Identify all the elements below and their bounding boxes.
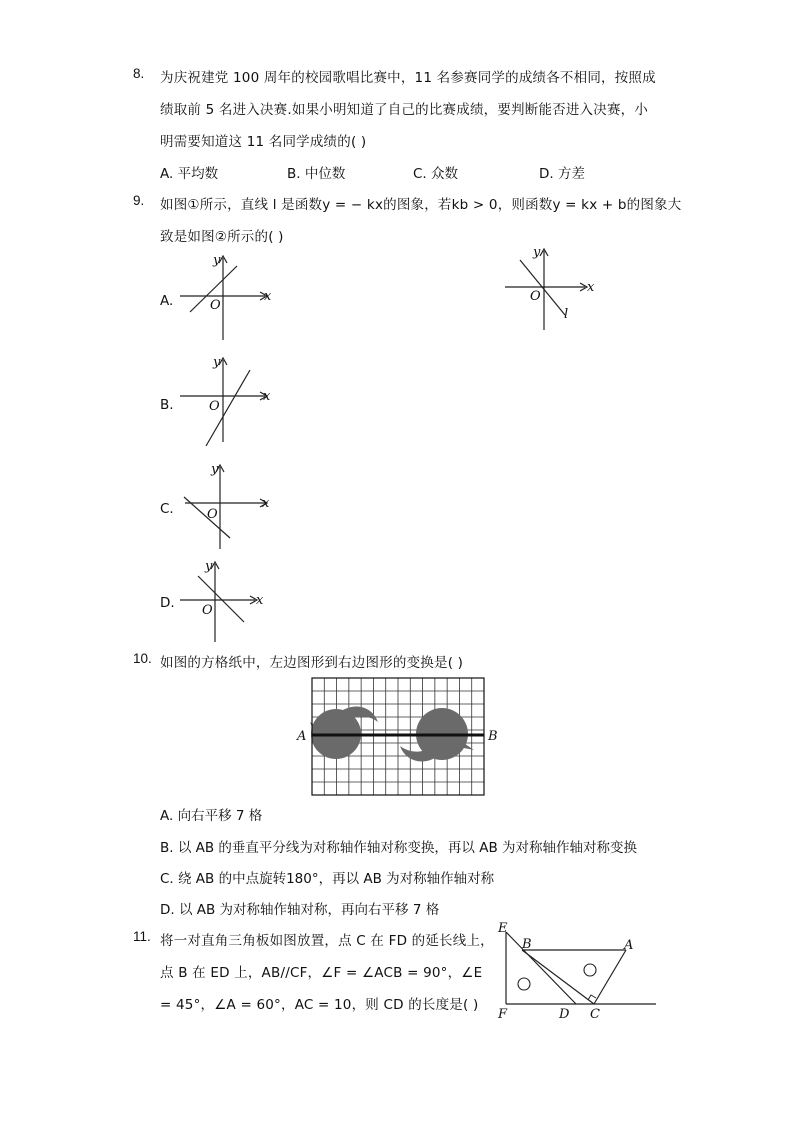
q8-number: 8. [133,66,145,81]
q10-option-d[interactable]: D. 以 AB 为对称轴作轴对称，再向右平移 7 格 [160,902,440,918]
q9-a-origin-label: O [210,298,221,313]
q9-b-x-label: x [263,389,271,404]
q9-a-x-label: x [264,289,272,304]
q11-point-e-label: E [498,921,508,936]
q9-d-x-label: x [256,593,264,608]
q11-number: 11. [133,929,151,944]
q11-triangle-figure [494,922,664,1022]
q10-point-a-label: A [297,729,307,744]
q9-option-b[interactable]: B. [160,397,174,413]
q9-d-origin-label: O [202,603,213,618]
q8-text-line2: 绩取前 5 名进入决赛.如果小明知道了自己的比赛成绩，要判断能否进入决赛，小 [160,102,649,118]
q10-option-a[interactable]: A. 向右平移 7 格 [160,808,263,824]
q9-figure-1 [500,245,600,335]
q9-c-y-label: y [211,462,219,477]
q10-left-shape [310,707,378,759]
q10-number: 10. [133,651,152,666]
q9-number: 9. [133,193,145,208]
q11-text-line3: = 45°，∠A = 60°，AC = 10，则 CD 的长度是( ) [160,997,479,1013]
q10-option-c[interactable]: C. 绕 AB 的中点旋转180°，再以 AB 为对称轴作轴对称 [160,871,495,887]
q9-option-a-graph [180,252,280,344]
q8-text-line3: 明需要知道这 11 名同学成绩的( ) [160,134,367,150]
q11-text-line2: 点 B 在 ED 上，AB//CF，∠F = ∠ACB = 90°，∠E [160,965,483,981]
q9-b-y-label: y [213,355,221,370]
q9-fig1-y-label: y [533,245,541,260]
q11-point-b-label: B [522,937,532,952]
q9-option-c[interactable]: C. [160,501,174,517]
q9-option-d-graph [180,556,280,646]
q8-option-d[interactable]: D. 方差 [539,166,585,182]
q9-fig1-line-label: l [564,307,569,322]
q8-option-c[interactable]: C. 众数 [413,166,459,182]
q10-point-b-label: B [488,729,498,744]
q9-option-b-graph [180,354,280,446]
q9-option-d[interactable]: D. [160,595,175,611]
q8-option-b[interactable]: B. 中位数 [287,166,346,182]
q9-c-x-label: x [262,496,270,511]
q11-text-line1: 将一对直角三角板如图放置，点 C 在 FD 的延长线上， [160,933,494,949]
q10-grid-figure [296,676,501,798]
q8-option-a[interactable]: A. 平均数 [160,166,219,182]
q9-text-line1: 如图①所示，直线 l 是函数y = − kx的图象，若kb > 0，则函数y = kx + b的图象大 [160,197,682,213]
q11-point-f-label: F [498,1007,508,1022]
q11-point-d-label: D [559,1007,570,1022]
q9-d-y-label: y [205,559,213,574]
q9-fig1-origin-label: O [530,289,541,304]
q9-option-c-graph [180,461,280,553]
q9-c-origin-label: O [207,507,218,522]
q9-a-y-label: y [213,253,221,268]
q10-option-b[interactable]: B. 以 AB 的垂直平分线为对称轴作轴对称变换，再以 AB 为对称轴作轴对称变换 [160,840,638,856]
q11-point-a-label: A [624,938,634,953]
q9-b-origin-label: O [209,399,220,414]
q10-text-line1: 如图的方格纸中，左边图形到右边图形的变换是( ) [160,655,464,671]
q9-option-a[interactable]: A. [160,293,174,309]
q9-fig1-x-label: x [587,280,595,295]
q9-text-line2: 致是如图②所示的( ) [160,229,284,245]
q11-point-c-label: C [590,1007,600,1022]
q8-text-line1: 为庆祝建党 100 周年的校园歌唱比赛中，11 名参赛同学的成绩各不相同，按照成 [160,70,656,86]
